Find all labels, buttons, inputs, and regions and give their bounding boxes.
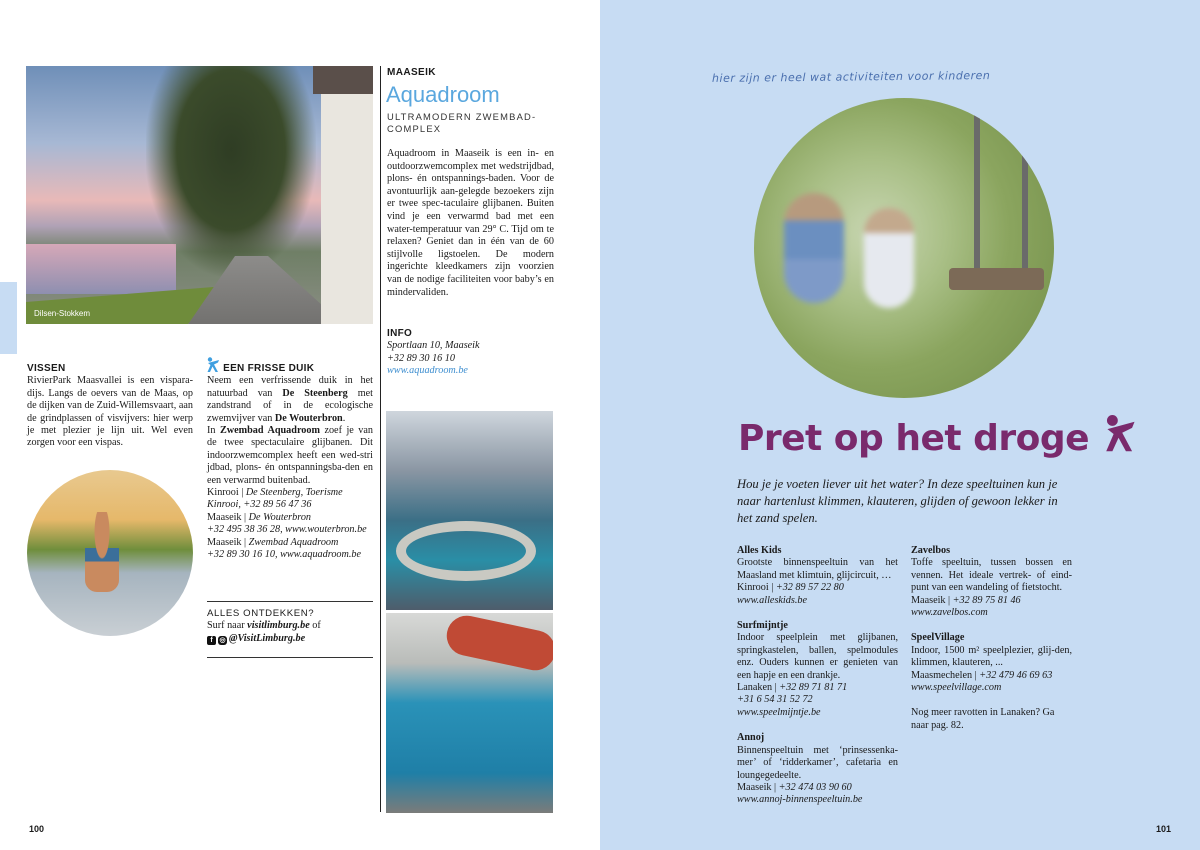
duik-text-c: . [342, 412, 346, 424]
page-number-left: 100 [29, 824, 45, 834]
photo-chain-right [1022, 98, 1028, 270]
playground-name: Surfmijntje [737, 620, 788, 632]
duik-body-1 [207, 375, 373, 425]
contact-place: Maaseik | [737, 781, 779, 793]
playground-web-link[interactable]: www.annoj-binnenspeeltuin.be [737, 794, 863, 806]
info-phone: +32 89 30 16 10 [387, 352, 455, 364]
duik-line-2 [207, 524, 373, 536]
playground-desc: Indoor, 1500 m² speelplezier, glij-den, klimmen, klauteren, ... [911, 644, 1072, 669]
duik-line-0-plain: Kinrooi | [207, 487, 246, 499]
page-title [738, 414, 1137, 459]
duik-body-2 [207, 425, 373, 487]
playground-column-2 [911, 545, 1072, 732]
playground-annoj [737, 732, 898, 806]
playground-name: Alles Kids [737, 545, 782, 556]
facebook-icon[interactable]: f [207, 636, 216, 645]
playground-web-link[interactable]: www.alleskids.be [737, 594, 807, 606]
photo-boy-figure [85, 512, 119, 592]
playground-desc: Toffe speeltuin, tussen bossen en vennen. Het ideale vertrek- of eind-punt van een wandeling of fietstocht. [911, 557, 1072, 594]
playground-contact [911, 670, 1072, 682]
playground-desc: Grootste binnenspeeltuin van het Maasland met klimtuin, glijcircuit, … [737, 557, 898, 581]
aquadroom-info [387, 328, 554, 378]
contact-phone-extra: +31 6 54 31 52 72 [737, 694, 813, 706]
side-tab [0, 282, 17, 354]
info-heading: INFO [387, 328, 413, 339]
contact-place: Maasmechelen | [911, 669, 980, 681]
photo-swing-kids [754, 98, 1054, 398]
person-activity-icon [1105, 414, 1137, 454]
duik-line-4 [207, 549, 373, 561]
duik-text-e: zoef je van de twee spectaculaire glijbanen. Dit indoorzwemcomplex heeft een wed-stri jdbad, plons- én ontspanningsba-den en een verwarmd buitenbad. [207, 425, 373, 486]
contact-phone: +32 89 71 81 71 [779, 682, 848, 694]
playground-name: Annoj [737, 732, 765, 744]
ontdekken-of: of [309, 620, 321, 632]
contact-phone: +32 89 57 22 80 [775, 582, 844, 594]
info-web-link[interactable]: www.aquadroom.be [387, 365, 468, 377]
intro-text: Hou je je voeten liever uit het water? In deze speeltuinen kun je naar hartenlust klimmen, klauteren, glijden of gewoon lekker in het zand spelen. [737, 477, 1058, 525]
ontdekken-heading: ALLES ONTDEKKEN? [207, 608, 315, 619]
photo-boy-water [27, 470, 193, 636]
duik-line-1 [207, 512, 373, 524]
aquadroom-subtitle: ULTRAMODERN ZWEMBAD-COMPLEX [387, 111, 537, 134]
duik-line-0 [207, 487, 373, 512]
playground-surfmijntje [737, 620, 898, 719]
vissen-body: RivierPark Maasvallei is een vispara-dijs. Langs de oevers van de Maas, op de dijken van de Zuid-Willemsvaart, aan de grindplassen of visvijvers: hier werp je met plezier je lijn uit. Wel even zorgen voor een vispas. [27, 375, 193, 449]
duik-aquadroom: Zwembad Aquadroom [219, 425, 320, 437]
duik-text-b: met zandstrand of in de ecologische zwemvijver van [207, 387, 373, 424]
social-handle[interactable]: @VisitLimburg.be [229, 632, 306, 644]
duik-heading: EEN FRISSE DUIK [223, 363, 315, 374]
contact-place: Lanaken | [737, 682, 780, 694]
duik-line-3-italic: Zwembad Aquadroom [248, 536, 339, 548]
vissen-heading: VISSEN [27, 363, 66, 374]
playground-name: SpeelVillage [911, 632, 965, 644]
duik-line-3 [207, 537, 373, 549]
duik-line-2-italic: +32 495 38 36 28, www.wouterbron.be [207, 524, 367, 536]
photo-kid-two [864, 208, 914, 308]
playground-alles-kids [737, 545, 898, 607]
photo-kid-one [784, 193, 844, 303]
playground-desc: Indoor speelplein met glijbanen, springkastelen, ballen, spelmodules enz. Ouders kunnen er genieten van een hapje en een drankje. [737, 632, 898, 681]
handwritten-note: hier zijn er heel wat activiteiten voor kinderen [711, 69, 991, 85]
duik-text-a: Neem een verfrissende duik in het natuurbad van [207, 375, 373, 399]
duik-section [207, 355, 373, 562]
column-divider [380, 66, 381, 812]
photo-chain-left [974, 98, 980, 270]
instagram-icon[interactable]: ◎ [219, 636, 226, 644]
playground-zavelbos [911, 545, 1072, 619]
photo-house-roof [313, 66, 373, 94]
photo-pool-ring [396, 521, 536, 581]
photo-pool-outdoor [386, 613, 553, 813]
playground-contact [737, 682, 898, 694]
ontdekken-section [207, 608, 373, 645]
photo-caption: Dilsen-Stokkem [34, 309, 91, 318]
duik-line-1-italic: De Wouterbron [248, 511, 312, 523]
duik-steenberg: De Steenberg [282, 387, 348, 399]
person-activity-icon [207, 357, 220, 373]
photo-trees [146, 66, 316, 276]
page-number-right: 101 [1156, 824, 1172, 834]
contact-phone: +32 479 46 69 63 [979, 669, 1053, 681]
duik-text-d: In [207, 425, 220, 437]
visitlimburg-link[interactable]: visitlimburg.be [247, 620, 310, 632]
playground-contact [737, 782, 898, 794]
playground-web-link[interactable]: www.zavelbos.com [911, 607, 988, 619]
duik-line-1-plain: Maaseik | [207, 511, 249, 523]
playground-speelvillage [911, 632, 1072, 694]
page-title-text: Pret op het droge [738, 418, 1090, 459]
social-line [207, 633, 373, 645]
playground-web-link[interactable]: www.speelvillage.com [911, 682, 1002, 694]
contact-place: Kinrooi | [737, 582, 776, 594]
aquadroom-body: Aquadroom in Maaseik is een in- en outdoorzwemcomplex met wedstrijdbad, plons- én ontspannings-baden. Voor de avontuurlijk aan-gelegde bezoekers zijn er twee spec-taculaire glijbanen. Buiten vind je een verwarmd bad met een water-temperatuur van 29° C. Tijd om te relaxen? Geniet dan in één van de 60 stijlvolle ligstoelen. De modern ingerichte kleedkamers zijn voorzien van de nodige faciliteiten voor baby’s en mindervaliden. [387, 148, 554, 298]
duik-heading-row [207, 355, 373, 375]
photo-house [321, 76, 373, 324]
aquadroom-title: Aquadroom [386, 82, 500, 107]
ontdekken-line [207, 620, 373, 632]
lanaken-note: Nog meer ravotten in Lanaken? Ga naar pag. 82. [911, 707, 1055, 731]
photo-pool-slide [443, 613, 553, 674]
contact-place: Maaseik | [911, 594, 953, 606]
aquadroom-kicker: MAASEIK [387, 67, 436, 78]
ontdekken-rule-top [207, 601, 373, 602]
photo-dilsen-stokkem [26, 66, 373, 324]
contact-phone: +32 89 75 81 46 [952, 594, 1021, 606]
vissen-section [27, 363, 193, 450]
photo-swing-seat [949, 268, 1044, 290]
duik-wouterbron: De Wouterbron [274, 412, 343, 424]
duik-line-3-plain: Maaseik | [207, 536, 249, 548]
playground-column-1 [737, 545, 898, 807]
contact-phone: +32 474 03 90 60 [778, 781, 852, 793]
playground-contact [911, 595, 1072, 607]
duik-line-0-italic: De Steenberg, Toerisme Kinrooi, +32 89 56 47 36 [207, 487, 343, 511]
playground-desc: Binnenspeeltuin met ‘prinsessenka-mer’ of ‘ridderkamer’, cafetaria en loungegedeelte. [737, 744, 898, 781]
playground-contact [737, 582, 898, 594]
playground-name: Zavelbos [911, 545, 951, 556]
playground-web-link[interactable]: www.speelmijntje.be [737, 706, 821, 718]
ontdekken-surf: Surf naar [207, 620, 248, 632]
info-address: Sportlaan 10, Maaseik [387, 340, 480, 352]
duik-line-4-italic: +32 89 30 16 10, www.aquadroom.be [207, 549, 362, 561]
photo-pool-indoor [386, 411, 553, 610]
ontdekken-rule-bottom [207, 657, 373, 658]
